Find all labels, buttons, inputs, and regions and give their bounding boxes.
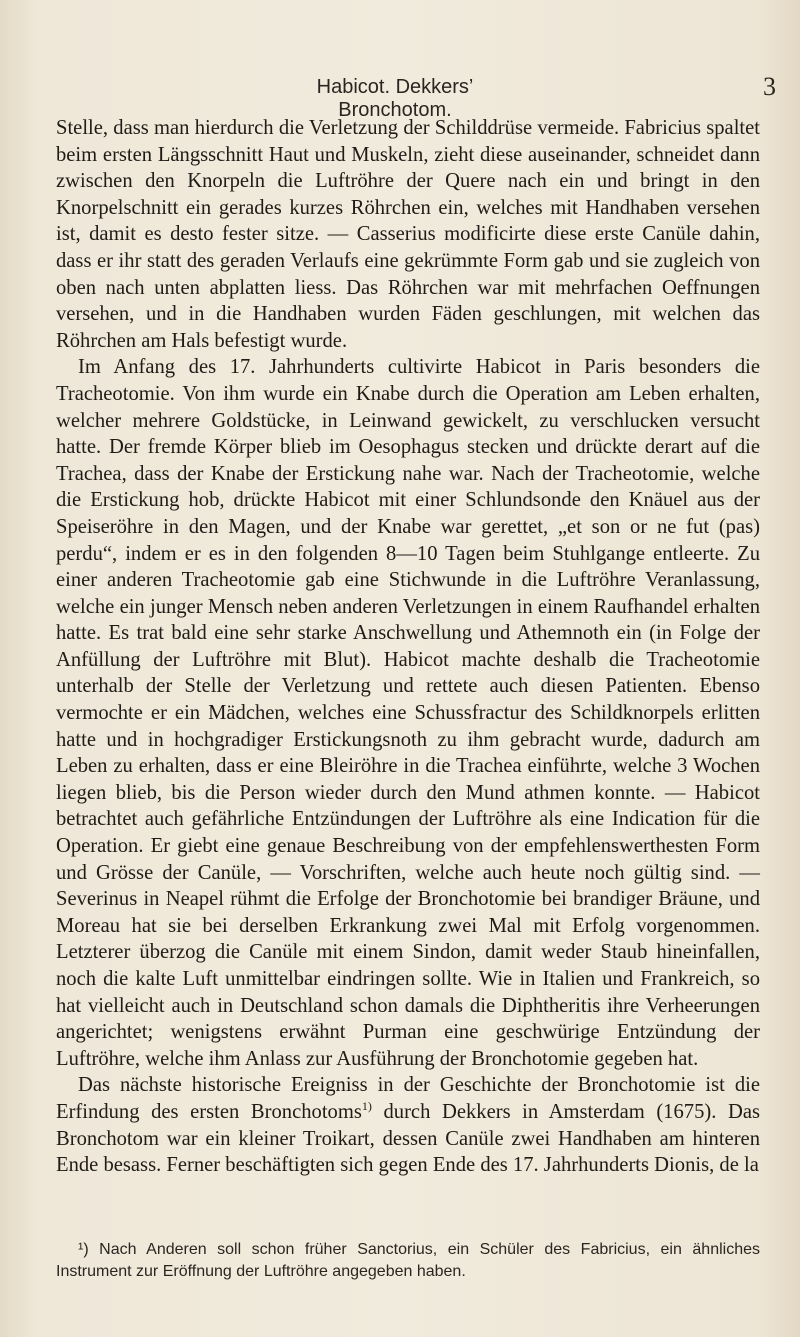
paragraph-3-text-b: durch Dekkers in Amsterdam (1675). Das Bronchotom war ein kleiner Troikart, dessen Canüle zwei Handhaben am hinteren Ende besass. Ferner beschäftigten sich gegen Ende des 17. Jahrhunderts Dionis, de la	[56, 1100, 760, 1177]
footnote: ¹) Nach Anderen soll schon früher Sanctorius, ein Schüler des Fabricius, ein ähnliches Instrument zur Eröffnung der Luftröhre angegeben haben.	[56, 1241, 760, 1280]
paragraph-3-text-a: Das nächste historische Ereigniss in der Geschichte der Bronchotomie ist die Erfindung des ersten Bronchotoms	[56, 1074, 760, 1123]
paragraph-2: Im Anfang des 17. Jahrhunderts cultivirte Habicot in Paris besonders die Tracheotomie. Von ihm wurde ein Knabe durch die Operation am Leben erhalten, welcher mehrere Goldstücke, in Leinwand gewickelt, zu verschlucken versucht hatte. Der fremde Körper blieb im Oesophagus stecken und drückte derart auf die Trachea, dass der Knabe der Erstickung nahe war. Nach der Tracheotomie, welche die Erstickung hob, drückte Habicot mit einer Schlundsonde den Knäuel aus der Speiseröhre in den Magen, und der Knabe war gerettet, „et son or ne fut (pas) perdu“, indem er es in den folgenden 8—10 Tagen beim Stuhlgange entleerte. Zu einer anderen Tracheotomie gab eine Stichwunde in die Luftröhre Veranlassung, welche ein junger Mensch neben anderen Verletzungen in einem Raufhandel erhalten hatte. Es trat bald eine sehr starke Anschwellung und Athemnoth ein (in Folge der Anfüllung der Luftröhre mit Blut). Habicot machte deshalb die Tracheotomie unterhalb der Stelle der Verletzung und rettete auch diesen Patienten. Ebenso vermochte er ein Mädchen, welches eine Schussfractur des Schildknorpels erlitten hatte und in hochgradiger Erstickungsnoth zu ihm gebracht wurde, dadurch am Leben zu erhalten, dass er eine Bleiröhre in die Trachea einführte, welche 3 Wochen liegen blieb, bis die Person wieder durch den Mund athmen konnte. — Habicot betrachtet auch gefährliche Entzündungen der Luftröhre als eine Indication für die Operation. Er giebt eine genaue Beschreibung von der empfehlenswerthesten Form und Grösse der Canüle, — Vorschriften, welche auch heute noch gültig sind. — Severinus in Neapel rühmt die Erfolge der Bronchotomie bei brandiger Bräune, und Moreau hat sie bei derselben Erkrankung zwei Mal mit Erfolg vorgenommen. Letzterer überzog die Canüle mit einem Sindon, damit weder Staub hineinfallen, noch die kalte Luft unmittelbar eindringen sollte. Wie in Italien und Frankreich, so hat vielleicht auch in Deutschland schon damals die Diphtheritis ihre Verheerungen angerichtet; wenigstens erwähnt Purman eine geschwürige Entzündung der Luftröhre, welche ihm Anlass zur Ausführung der Bronchotomie gegeben hat.	[56, 356, 760, 1070]
page-number: 3	[763, 72, 776, 101]
main-text	[56, 115, 760, 1179]
footnote-reference: 1)	[361, 1099, 372, 1114]
paragraph-3	[56, 1072, 760, 1178]
paragraph-1: Stelle, dass man hierdurch die Verletzung der Schilddrüse vermeide. Fabricius spaltet beim ersten Längsschnitt Haut und Muskeln, zieht diese auseinander, schneidet dann zwischen den Knorpeln die Luftröhre der Quere nach ein und bringt in den Knorpelschnitt ein gerades kurzes Röhrchen ein, welches mit Handhaben versehen ist, damit es desto fester sitze. — Casserius modificirte diese erste Canüle dahin, dass er ihr statt des geraden Verlaufs eine gekrümmte Form gab und sie zugleich von oben nach unten abplatten liess. Das Röhrchen war mit mehrfachen Oeffnungen versehen, und in die Handhaben wurden Fäden geschlungen, mit welchen das Röhrchen am Hals befestigt wurde.	[56, 117, 760, 352]
running-title: Habicot. Dekkers’ Bronchotom.	[316, 76, 474, 121]
